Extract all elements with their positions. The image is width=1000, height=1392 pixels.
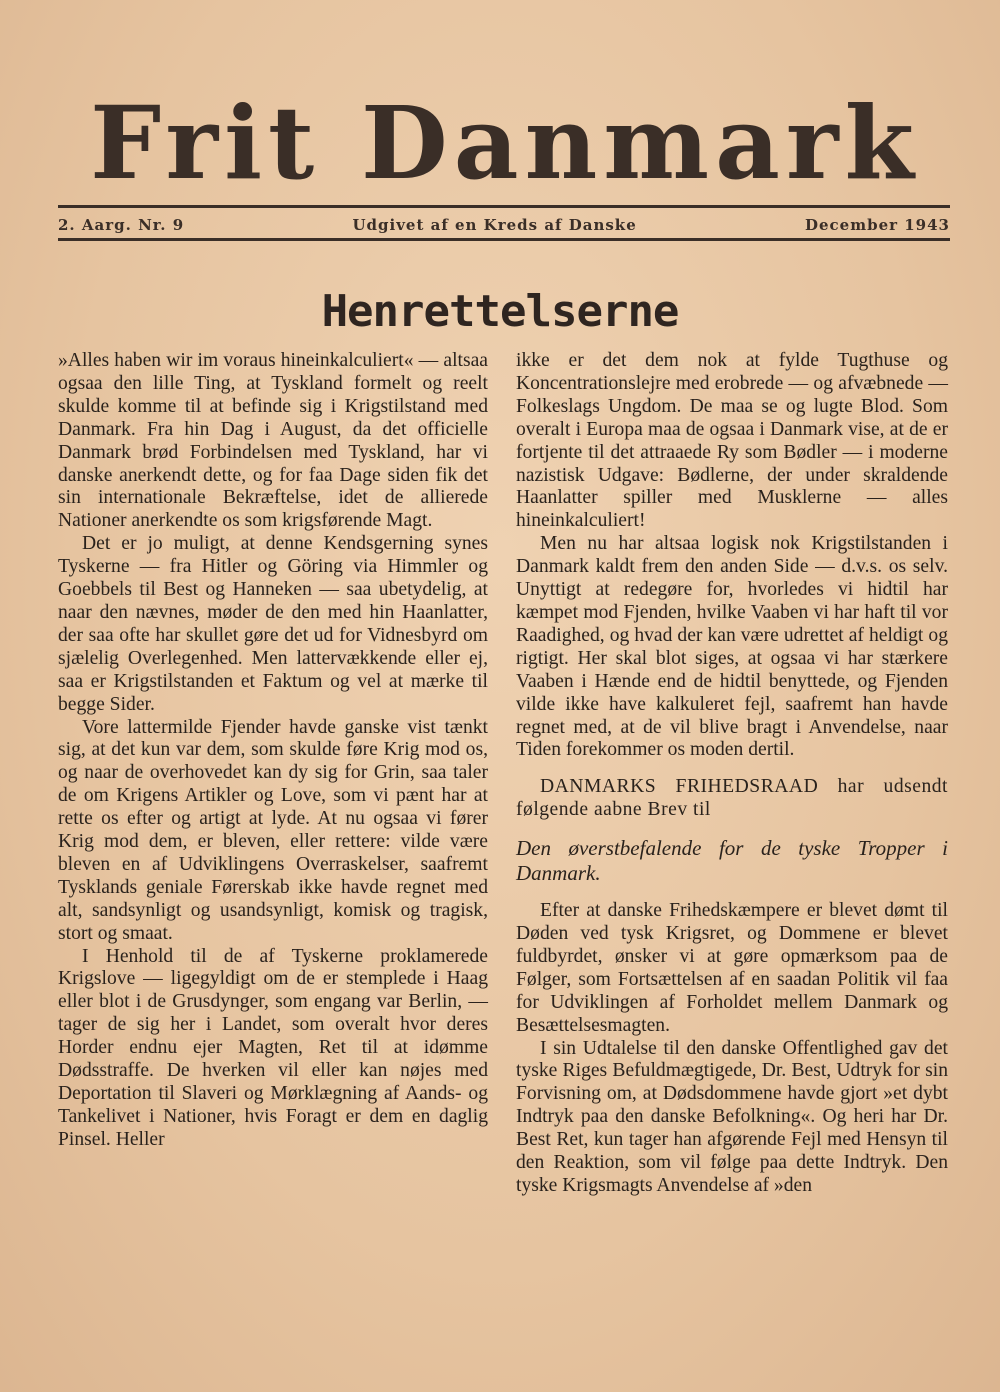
section-gap — [516, 822, 948, 836]
letter-addressee: Den øverstbefalende for de tyske Tropper i Danmark. — [516, 836, 948, 886]
article-paragraph: Men nu har altsaa logisk nok Krigstilstanden i Danmark kaldt frem den anden Side — d.v.s. os selv. Unyttigt at redegøre for, hvorledes vi hidtil har kæmpet mod Fjenden, hvilke Vaaben vi har haft til vor Raadighed, og hvad der kan være udrettet af heldigt og rigtigt. Her skal blot siges, at ogsaa vi har stærkere Vaaben i Hænde end de hidtil benyttede, og Fjenden vilde ikke have kalkuleret fejl, saafremt han havde regnet med, at de vil blive bragt i Anvendelse, naar Tiden forekommer os moden dertil. — [516, 533, 948, 761]
article-paragraph: I Henhold til de af Tyskerne proklamerede Krigslove — ligegyldigt om de er stemplede i Haag eller blot i de Grusdynger, som engang var Berlin, — tager de sig her i Landet, som overalt hvor deres Horder endnu ejer Magten, Ret til at idømme Dødsstraffe. De hverken vil eller kan nøjes med Deportation til Slaveri og Mørklægning af Aands- og Tankelivet i Nationer, hvis Foragt er dem en daglig Pinsel. Heller — [58, 945, 488, 1150]
masthead-rule-top — [58, 205, 950, 208]
article-paragraph: ikke er det dem nok at fylde Tugthuse og Koncentrationslejre med erobrede — og afvæbnede — Folkeslags Ungdom. De maa se og lugte Blod. Som overalt i Europa maa de ogsaa i Danmark vise, at de er fortjente til det attraaede Ry som Bødler — i moderne nazistisk Udgave: Bødlerne, der under skraldende Haanlatter spiller med Musklerne — alles hineinkalculiert! — [516, 350, 948, 532]
masthead-info-line — [58, 213, 950, 237]
article-headline: Henrettelserne — [321, 286, 679, 337]
masthead-title: Frit Danmark — [90, 84, 920, 202]
article-paragraph: »Alles haben wir im voraus hineinkalculiert« — altsaa ogsaa den lille Ting, at Tyskland formelt og reelt skulde komme til at befinde sig i Krigstilstand med Danmark. Fra hin Dag i August, da det officielle Danmark brød Forbindelsen med Tyskland, har vi danske anerkendt dette, og for faa Dage siden fik det sin internationale Bekræftelse, idet de allierede Nationer anerkendte os som krigsførende Magt. — [58, 350, 488, 532]
masthead-rule-bottom — [58, 238, 950, 241]
letter-intro: DANMARKS FRIHEDSRAAD har udsendt følgende aabne Brev til — [516, 776, 948, 821]
left-column — [58, 350, 488, 1152]
article-paragraph: Det er jo muligt, at denne Kendsgerning synes Tyskerne — fra Hitler og Göring via Himmler og Goebbels til Best og Hanneken — saa ubetydelig, at naar den nævnes, møder de den med hin Haanlatter, der saa ofte har skullet gøre det ud for Vidnesbyrd om sjælelig Overlegenhed. Men lattervækkende eller ej, saa er Krigstilstanden et Faktum og vel at mærke til begge Sider. — [58, 533, 488, 715]
letter-paragraph: Efter at danske Frihedskæmpere er blevet dømt til Døden ved tysk Krigsret, og Dommene er blevet fuldbyrdet, ønsker vi at gøre opmærksom paa de Følger, som Fortsættelsen af en saadan Politik vil faa for Udviklingen af Forholdet mellem Danmark og Besættelsesmagten. — [516, 900, 948, 1036]
letter-paragraph: I sin Udtalelse til den danske Offentlighed gav det tyske Riges Befuldmægtigede, Dr. Best, Udtryk for sin Forvisning om, at Dødsdommene havde gjort »et dybt Indtryk paa den danske Befolkning«. Og heri har Dr. Best Ret, kun tager han afgørende Fejl med Hensyn til den Reaktion, som vil følge paa dette Indtryk. Den tyske Krigsmagts Anvendelse af »den — [516, 1037, 948, 1196]
article-paragraph: Vore lattermilde Fjender havde ganske vist tænkt sig, at det kun var dem, som skulde føre Krig mod os, og naar de overhovedet kan dy sig for Grin, saa taler de om Krigens Artikler og Love, som vi pænt har at rette os efter og artigt at lyde. At nu ogsaa vi fører Krig mod dem, er bleven, eller rettere: vilde være bleven en af Udviklingens Overraskelser, saafremt Tysklands geniale Førerskab ikke havde regnet med alt, sandsynligt og usandsynligt, komisk og tragisk, stort og smaat. — [58, 716, 488, 944]
section-gap — [516, 762, 948, 776]
section-gap — [516, 886, 948, 900]
issue-date: December 1943 — [804, 216, 950, 234]
right-column — [516, 350, 948, 1198]
publisher-line: Udgivet af en Kreds af Danske — [352, 216, 637, 234]
issue-number: 2. Aarg. Nr. 9 — [58, 216, 185, 234]
